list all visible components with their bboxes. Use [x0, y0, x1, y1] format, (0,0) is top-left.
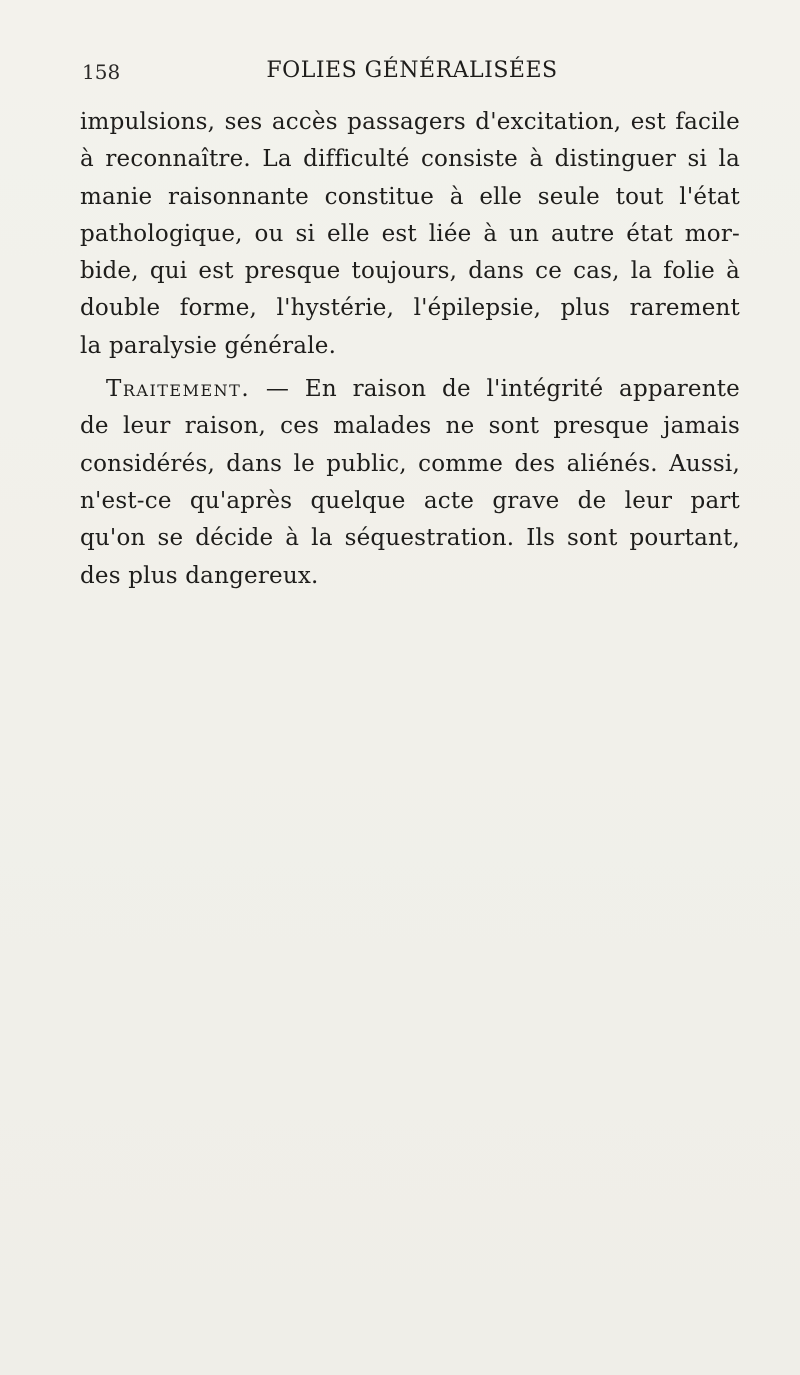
paragraph-1	[80, 104, 740, 365]
text-line: des plus dangereux.	[80, 562, 319, 589]
text-line: n'est-ce qu'après quelque acte grave de leur part	[80, 487, 740, 514]
text-line: bide, qui est presque toujours, dans ce cas, la folie à	[80, 258, 740, 285]
text-line	[80, 371, 740, 408]
page-number: 158	[82, 60, 121, 84]
running-title: FOLIES GÉNÉRALISÉES	[266, 58, 558, 83]
section-heading: Traitement.	[106, 376, 251, 403]
body-text	[80, 104, 740, 595]
text-line: double forme, l'hystérie, l'épilepsie, plus rarement	[80, 295, 740, 322]
text-line: à reconnaître. La difficulté consiste à distinguer si la	[80, 146, 740, 173]
text-line: impulsions, ses accès passagers d'excitation, est facile	[80, 109, 740, 135]
running-head	[82, 52, 742, 92]
paragraph-2	[80, 371, 740, 595]
text-line: considérés, dans le public, comme des aliénés. Aussi,	[80, 450, 740, 477]
heading-line-rest: — En raison de l'intégrité apparente	[250, 376, 740, 403]
text-line: la paralysie générale.	[80, 332, 337, 359]
text-line: qu'on se décide à la séquestration. Ils sont pourtant,	[80, 525, 740, 552]
text-line: manie raisonnante constitue à elle seule tout l'état	[80, 183, 740, 210]
text-line: de leur raison, ces malades ne sont presque jamais	[80, 413, 740, 440]
text-line: pathologique, ou si elle est liée à un autre état mor-	[80, 220, 740, 247]
